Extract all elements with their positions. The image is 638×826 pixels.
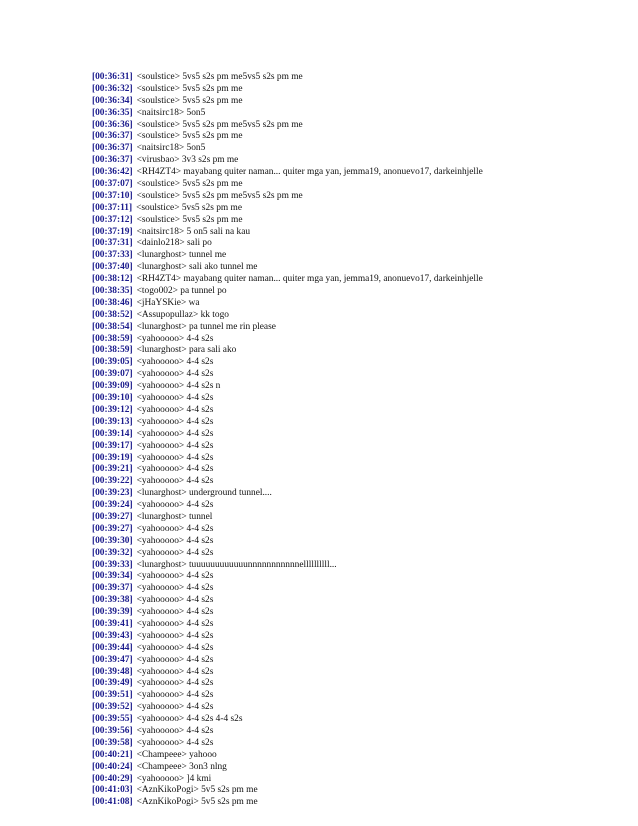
timestamp: [00:39:09] bbox=[92, 381, 133, 392]
timestamp: [00:41:03] bbox=[92, 785, 133, 796]
timestamp: [00:39:34] bbox=[92, 571, 133, 582]
chat-message: <soulstice> 5vs5 s2s pm me bbox=[136, 95, 243, 106]
chat-line bbox=[92, 631, 612, 643]
chat-message: <yahooooo> 4-4 s2s bbox=[136, 595, 214, 606]
chat-message: <yahooooo> 4-4 s2s bbox=[136, 678, 214, 689]
timestamp: [00:37:07] bbox=[92, 179, 133, 190]
chat-line bbox=[92, 167, 612, 179]
timestamp: [00:36:42] bbox=[92, 167, 133, 178]
chat-message: <yahooooo> 4-4 s2s bbox=[136, 583, 214, 594]
chat-message: <yahooooo> 4-4 s2s bbox=[136, 642, 214, 653]
chat-message: <virusbao> 3v3 s2s pm me bbox=[136, 155, 239, 166]
chat-line bbox=[92, 750, 612, 762]
timestamp: [00:39:56] bbox=[92, 725, 133, 736]
timestamp: [00:39:52] bbox=[92, 702, 133, 713]
chat-message: <yahooooo> 4-4 s2s bbox=[136, 607, 214, 618]
timestamp: [00:39:10] bbox=[92, 393, 133, 404]
chat-line bbox=[92, 595, 612, 607]
timestamp: [00:39:12] bbox=[92, 404, 133, 415]
timestamp: [00:36:34] bbox=[92, 95, 133, 106]
timestamp: [00:39:47] bbox=[92, 654, 133, 665]
chat-message: <lunarghost> sali ako tunnel me bbox=[136, 262, 258, 273]
timestamp: [00:38:35] bbox=[92, 286, 133, 297]
chat-message: <soulstice> 5vs5 s2s pm me bbox=[136, 179, 243, 190]
chat-message: <yahooooo> 4-4 s2s bbox=[136, 666, 214, 677]
timestamp: [00:39:24] bbox=[92, 500, 133, 511]
timestamp: [00:40:24] bbox=[92, 761, 133, 772]
chat-message: <soulstice> 5vs5 s2s pm me5vs5 s2s pm me bbox=[136, 119, 303, 130]
chat-message: <soulstice> 5vs5 s2s pm me bbox=[136, 131, 243, 142]
timestamp: [00:39:22] bbox=[92, 476, 133, 487]
chat-message: <lunarghost> para sali ako bbox=[136, 345, 237, 356]
timestamp: [00:39:55] bbox=[92, 714, 133, 725]
chat-message: <yahooooo> 4-4 s2s bbox=[136, 393, 214, 404]
chat-message: <RH4ZT4> mayabang quiter naman... quiter mga yan, jemma19, anonuevo17, darkeinhjelle bbox=[136, 167, 483, 178]
chat-message: <yahooooo> 4-4 s2s bbox=[136, 452, 214, 463]
chat-message: <yahooooo> 4-4 s2s bbox=[136, 737, 214, 748]
chat-message: <yahooooo> 4-4 s2s bbox=[136, 725, 214, 736]
timestamp: [00:41:08] bbox=[92, 797, 133, 808]
chat-message: <yahooooo> 4-4 s2s bbox=[136, 476, 214, 487]
timestamp: [00:39:39] bbox=[92, 607, 133, 618]
chat-line bbox=[92, 643, 612, 655]
chat-message: <yahooooo> 4-4 s2s bbox=[136, 618, 214, 629]
chat-message: <yahooooo> 4-4 s2s bbox=[136, 357, 214, 368]
chat-line bbox=[92, 72, 612, 84]
chat-message: <yahooooo> 4-4 s2s 4-4 s2s bbox=[136, 714, 243, 725]
chat-message: <yahooooo> 4-4 s2s bbox=[136, 571, 214, 582]
chat-message: <soulstice> 5vs5 s2s pm me bbox=[136, 83, 243, 94]
chat-message: <yahooooo> 4-4 s2s n bbox=[136, 381, 221, 392]
chat-line bbox=[92, 238, 612, 250]
chat-line bbox=[92, 108, 612, 120]
chat-message: <yahooooo> 4-4 s2s bbox=[136, 404, 214, 415]
timestamp: [00:39:27] bbox=[92, 523, 133, 534]
chat-line bbox=[92, 571, 612, 583]
chat-message: <jHaYSKie> wa bbox=[136, 297, 200, 308]
chat-message: <yahooooo> 4-4 s2s bbox=[136, 630, 214, 641]
chat-message: <dainlo218> sali po bbox=[136, 238, 212, 249]
chat-message: <lunarghost> tunnel me bbox=[136, 250, 227, 261]
chat-line bbox=[92, 286, 612, 298]
timestamp: [00:39:48] bbox=[92, 666, 133, 677]
chat-line bbox=[92, 143, 612, 155]
chat-line bbox=[92, 429, 612, 441]
chat-message: <soulstice> 5vs5 s2s pm me5vs5 s2s pm me bbox=[136, 72, 303, 82]
chat-line bbox=[92, 441, 612, 453]
chat-line bbox=[92, 714, 612, 726]
chat-line bbox=[92, 500, 612, 512]
timestamp: [00:38:59] bbox=[92, 345, 133, 356]
chat-line bbox=[92, 453, 612, 465]
chat-line bbox=[92, 797, 612, 809]
chat-line bbox=[92, 310, 612, 322]
chat-message: <naitsirc18> 5on5 bbox=[136, 107, 206, 118]
chat-line bbox=[92, 785, 612, 797]
chat-line bbox=[92, 678, 612, 690]
timestamp: [00:39:33] bbox=[92, 559, 133, 570]
timestamp: [00:39:14] bbox=[92, 428, 133, 439]
chat-message: <yahooooo> 4-4 s2s bbox=[136, 654, 214, 665]
chat-line bbox=[92, 560, 612, 572]
chat-line bbox=[92, 203, 612, 215]
timestamp: [00:37:11] bbox=[92, 202, 133, 213]
timestamp: [00:37:31] bbox=[92, 238, 133, 249]
timestamp: [00:39:32] bbox=[92, 547, 133, 558]
chat-line bbox=[92, 120, 612, 132]
chat-message: <Champeee> 3on3 nlng bbox=[136, 761, 227, 772]
chat-line bbox=[92, 322, 612, 334]
chat-line bbox=[92, 655, 612, 667]
chat-line bbox=[92, 131, 612, 143]
chat-message: <Assupopullaz> kk togo bbox=[136, 309, 229, 320]
timestamp: [00:38:54] bbox=[92, 321, 133, 332]
timestamp: [00:36:32] bbox=[92, 83, 133, 94]
chat-message: <yahooooo> ]4 kmi bbox=[136, 773, 212, 784]
timestamp: [00:37:40] bbox=[92, 262, 133, 273]
chat-message: <soulstice> 5vs5 s2s pm me bbox=[136, 202, 242, 213]
chat-line bbox=[92, 476, 612, 488]
timestamp: [00:39:38] bbox=[92, 595, 133, 606]
timestamp: [00:39:37] bbox=[92, 583, 133, 594]
timestamp: [00:39:13] bbox=[92, 416, 133, 427]
chat-line bbox=[92, 464, 612, 476]
chat-message: <lunarghost> underground tunnel.... bbox=[136, 488, 272, 499]
timestamp: [00:40:21] bbox=[92, 749, 133, 760]
chat-line bbox=[92, 417, 612, 429]
chat-line bbox=[92, 774, 612, 786]
chat-line bbox=[92, 405, 612, 417]
chat-line bbox=[92, 262, 612, 274]
chat-line bbox=[92, 191, 612, 203]
chat-message: <Champeee> yahooo bbox=[136, 749, 217, 760]
timestamp: [00:39:49] bbox=[92, 678, 133, 689]
chat-message: <AznKikoPogi> 5v5 s2s pm me bbox=[136, 797, 258, 808]
chat-line bbox=[92, 583, 612, 595]
chat-message: <lunarghost> pa tunnel me rin please bbox=[136, 321, 276, 332]
chat-message: <yahooooo> 4-4 s2s bbox=[136, 440, 214, 451]
chat-line bbox=[92, 524, 612, 536]
chat-line bbox=[92, 393, 612, 405]
chat-message: <togo002> pa tunnel po bbox=[136, 286, 227, 297]
timestamp: [00:38:46] bbox=[92, 297, 133, 308]
chat-message: <yahooooo> 4-4 s2s bbox=[136, 464, 214, 475]
timestamp: [00:38:52] bbox=[92, 309, 133, 320]
timestamp: [00:39:58] bbox=[92, 737, 133, 748]
timestamp: [00:39:41] bbox=[92, 618, 133, 629]
chat-line bbox=[92, 488, 612, 500]
chat-line bbox=[92, 345, 612, 357]
timestamp: [00:37:12] bbox=[92, 214, 133, 225]
chat-log bbox=[92, 72, 612, 809]
chat-message: <yahooooo> 4-4 s2s bbox=[136, 333, 214, 344]
chat-line bbox=[92, 84, 612, 96]
chat-message: <naitsirc18> 5 on5 sali na kau bbox=[136, 226, 251, 237]
chat-message: <yahooooo> 4-4 s2s bbox=[136, 416, 214, 427]
timestamp: [00:36:31] bbox=[92, 72, 133, 82]
chat-message: <AznKikoPogi> 5v5 s2s pm me bbox=[136, 785, 258, 796]
timestamp: [00:36:37] bbox=[92, 155, 133, 166]
chat-line bbox=[92, 667, 612, 679]
timestamp: [00:40:29] bbox=[92, 773, 133, 784]
chat-line bbox=[92, 690, 612, 702]
chat-message: <lunarghost> tunnel bbox=[136, 511, 213, 522]
chat-message: <yahooooo> 4-4 s2s bbox=[136, 369, 214, 380]
chat-message: <RH4ZT4> mayabang quiter naman... quiter mga yan, jemma19, anonuevo17, darkeinhjelle bbox=[136, 274, 483, 285]
chat-line bbox=[92, 762, 612, 774]
chat-line bbox=[92, 227, 612, 239]
chat-line bbox=[92, 298, 612, 310]
chat-line bbox=[92, 381, 612, 393]
timestamp: [00:39:21] bbox=[92, 464, 133, 475]
timestamp: [00:39:19] bbox=[92, 452, 133, 463]
chat-message: <soulstice> 5vs5 s2s pm me5vs5 s2s pm me bbox=[136, 190, 303, 201]
timestamp: [00:36:37] bbox=[92, 131, 133, 142]
chat-line bbox=[92, 155, 612, 167]
timestamp: [00:38:59] bbox=[92, 333, 133, 344]
chat-message: <soulstice> 5vs5 s2s pm me bbox=[136, 214, 243, 225]
chat-message: <yahooooo> 4-4 s2s bbox=[136, 702, 214, 713]
chat-line bbox=[92, 738, 612, 750]
chat-line bbox=[92, 607, 612, 619]
chat-line bbox=[92, 726, 612, 738]
chat-message: <yahooooo> 4-4 s2s bbox=[136, 535, 214, 546]
chat-message: <yahooooo> 4-4 s2s bbox=[136, 690, 214, 701]
chat-line bbox=[92, 334, 612, 346]
chat-line bbox=[92, 536, 612, 548]
timestamp: [00:39:43] bbox=[92, 630, 133, 641]
chat-message: <yahooooo> 4-4 s2s bbox=[136, 547, 214, 558]
chat-message: <naitsirc18> 5on5 bbox=[136, 143, 206, 154]
timestamp: [00:37:33] bbox=[92, 250, 133, 261]
chat-line bbox=[92, 369, 612, 381]
timestamp: [00:39:23] bbox=[92, 488, 133, 499]
chat-message: <yahooooo> 4-4 s2s bbox=[136, 523, 214, 534]
chat-message: <lunarghost> tuuuuuuuuuuuunnnnnnnnnnnellllllllll... bbox=[136, 559, 337, 570]
timestamp: [00:38:12] bbox=[92, 274, 133, 285]
chat-line bbox=[92, 512, 612, 524]
chat-line bbox=[92, 215, 612, 227]
chat-line bbox=[92, 702, 612, 714]
chat-message: <yahooooo> 4-4 s2s bbox=[136, 500, 214, 511]
timestamp: [00:36:36] bbox=[92, 119, 133, 130]
timestamp: [00:36:35] bbox=[92, 107, 133, 118]
timestamp: [00:39:44] bbox=[92, 642, 133, 653]
chat-message: <yahooooo> 4-4 s2s bbox=[136, 428, 214, 439]
chat-line bbox=[92, 250, 612, 262]
chat-line bbox=[92, 179, 612, 191]
chat-line bbox=[92, 274, 612, 286]
timestamp: [00:39:07] bbox=[92, 369, 133, 380]
chat-line bbox=[92, 619, 612, 631]
timestamp: [00:39:17] bbox=[92, 440, 133, 451]
timestamp: [00:36:37] bbox=[92, 143, 133, 154]
chat-line bbox=[92, 96, 612, 108]
timestamp: [00:39:05] bbox=[92, 357, 133, 368]
timestamp: [00:37:19] bbox=[92, 226, 133, 237]
timestamp: [00:39:51] bbox=[92, 690, 133, 701]
timestamp: [00:37:10] bbox=[92, 190, 133, 201]
timestamp: [00:39:30] bbox=[92, 535, 133, 546]
chat-line bbox=[92, 357, 612, 369]
chat-line bbox=[92, 548, 612, 560]
timestamp: [00:39:27] bbox=[92, 511, 133, 522]
